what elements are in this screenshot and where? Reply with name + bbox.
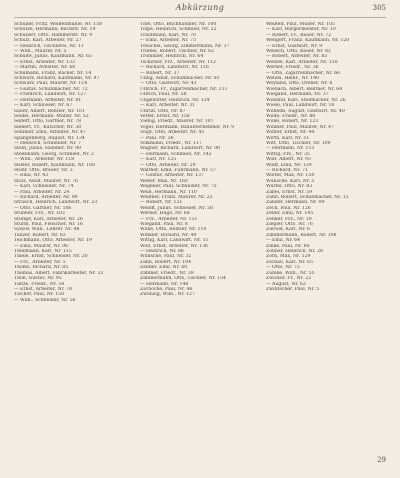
- directory-entry: — Hermann, Nr. 115: [266, 146, 315, 152]
- directory-entry: Winkler, Richard, Nr. 49: [140, 232, 197, 238]
- directory-entry: — Robert, Arbeiter, Nr. 83: [266, 54, 328, 60]
- directory-entry: Vetter, Ernst, Nr. 156: [140, 113, 190, 119]
- directory-entry: Schüller, Fritz, Weißenmühle, Nr. 158: [14, 22, 103, 27]
- directory-entry: Seifert, Otto, Gärtner, Nr. 78: [14, 119, 82, 125]
- column-2: [140, 22, 260, 454]
- directory-entry: Teichmann, Otto, Arbeiter, Nr. 19: [14, 238, 92, 244]
- directory-entry: Zander, Hermann, Nr. 90: [266, 200, 325, 206]
- directory-entry: Stein, Julius, Händler, Nr. 90: [14, 146, 81, 152]
- directory-entry: Wetzel, Heinr., Nr. 140: [266, 76, 320, 82]
- directory-entry: Vogel, Hermann, Bauunternehmer, Nr. 9: [140, 124, 235, 130]
- directory-entry: — Richard, Nr. 71: [266, 167, 308, 173]
- directory-entry: Zwicker, Fr., Nr. 22: [266, 276, 312, 282]
- directory-entry: — Otto, Zigarrenmacher, Nr. 66: [266, 70, 341, 76]
- directory-entry: — Hermann, Arbeiter, Nr. 81: [14, 97, 82, 103]
- directory-entry: Wiese, Paul, Landwirt, Nr. 18: [266, 103, 335, 109]
- directory-entry: Zschoche, Paul, Nr. 46: [140, 286, 193, 292]
- directory-entry: Wiegand, Paul, Nr. 8: [140, 222, 188, 228]
- directory-entry: Sauer, Albert, Rentier, Nr. 101: [14, 108, 85, 114]
- directory-entry: — Emil, Maurer, Nr. 96: [14, 243, 69, 249]
- directory-entry: Zech, Paul, Nr. 126: [266, 205, 311, 211]
- directory-entry: Weidner, Franz, Maurer, Nr. 23: [140, 195, 213, 200]
- directory-entry: — Robert, Nr. 37: [140, 70, 180, 76]
- directory-entry: Winkler, Paul, Maurer, Nr. 47: [266, 124, 335, 130]
- directory-entry: — Otto, Gärtner, Nr. 106: [14, 205, 72, 211]
- directory-entry: Wilde, Friedr., Nr. 88: [266, 113, 316, 119]
- directory-entry: — Otto, Nr. 73: [266, 265, 300, 271]
- directory-columns: [14, 22, 386, 454]
- directory-entry: Zöllner, Heinrich, Nr. 28: [266, 249, 323, 255]
- directory-entry: Stübner, Frz., Nr. 103: [14, 211, 65, 217]
- directory-entry: Unruh, Otto, Nr. 87: [140, 108, 186, 114]
- directory-entry: Stumpf, Karl, Arbeiter, Nr. 26: [14, 216, 83, 222]
- directory-entry: — Heinrich, Nr. 86: [140, 249, 184, 255]
- directory-entry: Wolf, Ernst, Arbeiter, Nr. 136: [140, 243, 208, 249]
- directory-entry: — Frz., Arbeiter, Nr. 131: [140, 216, 198, 222]
- directory-entry: Zwintscher, Paul, Nr. 5: [266, 286, 320, 292]
- directory-entry: Wittig, Frz., Nr. 35: [266, 151, 310, 157]
- directory-entry: Wiebach, Albert, Rentner, Nr. 64: [266, 86, 343, 92]
- directory-entry: Ziegler, Otto, Nr. 76: [266, 222, 313, 228]
- directory-entry: Werner, Friedr., Nr. 36: [266, 65, 319, 71]
- directory-entry: — Wilh., Maurer, Nr. 5: [14, 49, 67, 55]
- directory-entry: — Otto, Gastwirt, Nr. 41: [140, 81, 197, 87]
- directory-entry: Triebel, Robert, Tischler, Nr. 62: [140, 49, 215, 55]
- directory-entry: Wünsche, Paul, Nr. 32: [140, 254, 192, 260]
- directory-entry: Wirth, Karl, Nr. 51: [266, 135, 310, 141]
- directory-entry: Weyland, Otto, Dreher, Nr. 8: [266, 81, 333, 87]
- directory-entry: — Frz., Arbeiter, Nr. 1: [14, 259, 66, 265]
- directory-entry: Wittig, Karl, Landwirt, Nr. 11: [140, 238, 209, 244]
- directory-entry: Tölpe, Heinrich, Schmied, Nr. 22: [140, 27, 217, 33]
- directory-entry: — Heinrich, Tischlerei, Nr. 11: [14, 43, 84, 49]
- directory-entry: — Ernst, Gastwirt, Nr. 9: [266, 43, 323, 49]
- directory-entry: Theilmann, Karl, Nr. 115: [14, 249, 72, 255]
- directory-entry: Wolter, Max, Nr. 154: [266, 173, 315, 179]
- directory-entry: Weber, Max, Nr. 160: [140, 178, 188, 184]
- directory-entry: Zwanzig, Wilh., Nr. 127: [140, 292, 195, 298]
- directory-entry: Ulbrich, Fr., Zigarrenmacher, Nr. 111: [140, 86, 228, 92]
- directory-entry: — Gustav, Arbeiter, Nr. 137: [140, 173, 204, 179]
- directory-entry: Tietze, Friedr., Nr. 54: [14, 281, 65, 287]
- directory-entry: — Hermann, Nr. 148: [140, 281, 189, 287]
- directory-entry: — Paul, Arbeiter, Nr. 24: [14, 189, 70, 195]
- directory-entry: Schulte, Julius, Kaufmann, Nr. 65: [14, 54, 92, 60]
- directory-entry: — Ernst, Arbeiter, Nr. 78: [14, 286, 72, 292]
- directory-entry: — Gustav, Schuhmacher, Nr. 72: [14, 86, 88, 92]
- directory-entry: Weiß, Hermann, Nr. 110: [140, 189, 197, 195]
- directory-entry: Zühlke, Wilh., Nr. 55: [266, 270, 315, 276]
- directory-entry: Ullrich, Paul, Nr. 58: [140, 92, 187, 98]
- directory-entry: Titel, Otto, Buchhändler, Nr. 100: [140, 22, 217, 27]
- directory-entry: Wieland, Karl, Stellmacher, Nr. 26: [266, 97, 346, 103]
- running-head: Abkürzung: [175, 3, 225, 12]
- directory-entry: Seidel, Hermann, Müller, Nr. 52: [14, 113, 89, 119]
- directory-entry: Wolf, Albert, Nr. 93: [266, 157, 311, 163]
- directory-entry: — August, Nr. 63: [266, 281, 306, 287]
- directory-entry: Ungewitter, Heinrich, Nr. 124: [140, 97, 210, 103]
- directory-entry: Zimmer, Friedr., Nr. 39: [140, 270, 194, 276]
- directory-entry: Wünsche, Karl, Nr. 5: [266, 178, 315, 184]
- column-1: [14, 22, 134, 454]
- directory-entry: Zimmermann, Otto, Tischler, Nr. 154: [140, 276, 226, 282]
- directory-entry: Wendt, Julius, Schlosser, Nr. 50: [140, 205, 214, 211]
- directory-entry: Zinke, Paul, Nr. 80: [266, 243, 310, 249]
- directory-entry: Schwarz, Paul, Maurer, Nr. 114: [14, 81, 88, 87]
- directory-entry: — Emil, Nr. 64: [266, 238, 301, 244]
- directory-entry: Schumann, Franz, Bäcker, Nr. 14: [14, 70, 92, 76]
- page-number-top: 305: [372, 4, 386, 12]
- directory-entry: Wenzel, Karl, Arbeiter, Nr. 130: [266, 59, 338, 65]
- directory-entry: — Heinrich, Schneider, Nr. 7: [14, 140, 81, 146]
- directory-entry: Witt, Otto, Tischler, Nr. 109: [266, 140, 331, 146]
- directory-entry: Zahn, Robert, Schuhmacher, Nr. 15: [266, 195, 349, 200]
- directory-entry: — Robert, Nr. 121: [140, 200, 183, 206]
- header-rule: [14, 17, 386, 18]
- directory-entry: Wolff, Emil, Nr. 139: [266, 162, 312, 168]
- directory-entry: Wilke, Robert, Nr. 123: [266, 119, 319, 125]
- directory-entry: — Karl, Schneider, Nr. 74: [14, 184, 74, 190]
- directory-entry: Schulz, Karl, Arbeiter, Nr. 27: [14, 38, 82, 44]
- page-number-bottom: 29: [377, 456, 386, 464]
- directory-entry: Schubert, Otto, Hammerstr. Nr. 9: [14, 32, 93, 38]
- directory-entry: — Karl, Bürgermeister, Nr. 10: [266, 27, 336, 33]
- directory-entry: Treuchel, Georg, Zimmermann, Nr. 17: [140, 43, 230, 49]
- directory-entry: Winter, Ernst, Nr. 44: [266, 130, 315, 136]
- directory-entry: — Wilh., Schneider, Nr. 56: [14, 297, 76, 303]
- directory-entry: Steinmann, Georg, Schmied, Nr. 2: [14, 151, 94, 157]
- directory-entry: Schwarz, Richard, Kaufmann, Nr. 97: [14, 76, 100, 82]
- directory-entry: — Ernst, Arbeiter, Nr. 133: [14, 59, 75, 65]
- directory-entry: Thon, Gustav, Nr. 95: [14, 276, 62, 282]
- directory-entry: Trautmann, Karl, Nr. 70: [140, 32, 196, 38]
- directory-entry: Sommer, Emil, Arbeiter, Nr. 47: [14, 130, 86, 136]
- directory-entry: Trommler, Heinrich, Nr. 64: [140, 54, 204, 60]
- column-3: [266, 22, 386, 454]
- directory-entry: Viebig, Friedr., Maurer, Nr. 107: [140, 119, 214, 125]
- directory-entry: Weißelt, Paul, Müller, Nr. 105: [266, 22, 335, 27]
- directory-entry: Volkmann, Friedr., Nr. 117: [140, 140, 202, 146]
- directory-entry: — Richard, Arbeiter, Nr. 99: [14, 195, 78, 200]
- directory-entry: — Hermann, Schmied, Nr. 142: [140, 151, 212, 157]
- directory-entry: Zahn, Robert, Nr. 104: [140, 259, 192, 265]
- directory-entry: Sturm, Paul, Fleischer, Nr. 16: [14, 222, 83, 228]
- directory-entry: Zorn, Max, Nr. 129: [266, 254, 311, 260]
- directory-entry: — Karl, Schlosser, Nr. 67: [14, 103, 73, 109]
- directory-entry: Spangenberg, August, Nr. 134: [14, 135, 85, 141]
- directory-entry: — Friedrich, Landwirt, Nr. 127: [14, 92, 87, 98]
- directory-entry: Schütze, Hermann, Bachstr. Nr. 14: [14, 27, 96, 33]
- directory-entry: Würfel, Otto, Nr. 83: [266, 184, 313, 190]
- directory-entry: Tischer, Paul, Nr. 150: [14, 292, 65, 298]
- directory-entry: Wegener, Paul, Schneider, Nr. 75: [140, 184, 217, 190]
- directory-entry: Tänzer, Robert, Nr. 63: [14, 232, 66, 238]
- directory-entry: Zschau, Karl, Nr. 65: [266, 259, 313, 265]
- directory-entry: Wensch, Otto, Bauer, Nr. 82: [266, 49, 331, 55]
- directory-entry: Wilhelm, August, Gastwirt, Nr. 40: [266, 108, 345, 114]
- directory-entry: — Emil, Nr. 43: [14, 173, 49, 179]
- directory-entry: Zimmermann, Robert, Nr. 108: [266, 232, 337, 238]
- directory-entry: — Martin, Arbeiter, Nr. 60: [14, 65, 76, 71]
- directory-entry: — Robert, Fr., Bauer, Nr. 72: [266, 32, 332, 38]
- directory-entry: Tschirner, Frz., Arbeiter, Nr. 112: [140, 59, 216, 65]
- directory-entry: Werner, Hugo, Nr. 68: [140, 211, 190, 217]
- directory-entry: Zabel, Ernst, Nr. 59: [266, 189, 313, 195]
- directory-entry: — Wilh., Arbeiter, Nr. 118: [14, 157, 75, 163]
- directory-entry: — Emil, Arbeiter, Nr. 73: [140, 38, 196, 44]
- directory-entry: — Paul, Nr. 36: [140, 135, 174, 141]
- directory-entry: Thoms, Richard, Nr. 85: [14, 265, 69, 271]
- directory-entry: Wiegand, Hermann, Nr. 37: [266, 92, 329, 98]
- directory-entry: — Otto, Arbeiter, Nr. 29: [140, 162, 196, 168]
- directory-entry: Zeidler, Emil, Nr. 60: [140, 265, 188, 271]
- directory-entry: Uhlig, Adolf, Schuhmacher, Nr. 81: [140, 76, 220, 82]
- directory-entry: Wilke, Otto, Rentier, Nr. 119: [140, 227, 207, 233]
- directory-entry: Thiele, Ernst, Schneider, Nr. 20: [14, 254, 88, 260]
- directory-entry: Walther, Emil, Fuhrmann, Nr. 57: [140, 167, 216, 173]
- directory-entry: Stolz, Adolf, Maurer, Nr. 76: [14, 178, 78, 184]
- directory-entry: Zeller, Emil, Nr. 145: [266, 211, 314, 217]
- directory-entry: Zenker, Frz., Nr. 19: [266, 216, 312, 222]
- directory-entry: — Karl, Arbeiter, Nr. 31: [140, 103, 196, 109]
- directory-entry: Thomas, Albert, Fabrikarbeiter, Nr. 33: [14, 270, 104, 276]
- directory-entry: Sydow, Wilh., Lehrer, Nr. 48: [14, 227, 80, 233]
- directory-entry: Wagner, Richard, Landwirt, Nr. 90: [140, 146, 221, 152]
- directory-entry: Voigt, Otto, Arbeiter, Nr. 45: [140, 130, 205, 136]
- directory-entry: Wengert, Franz, Kaufmann, Nr. 120: [266, 38, 350, 44]
- directory-entry: Siebert, Fr., Kutscher, Nr. 38: [14, 124, 82, 130]
- directory-entry: — Karl, Nr. 125: [140, 157, 177, 163]
- directory-entry: Zierold, Karl, Nr. 6: [266, 227, 310, 233]
- directory-entry: Strauch, Heinrich, Landwirt, Nr. 23: [14, 200, 98, 206]
- directory-entry: — Richard, Landwirt, Nr. 116: [140, 65, 209, 71]
- directory-entry: Stöhr, Otto, Brauer, Nr. 3: [14, 167, 73, 173]
- directory-entry: Stieler, Robert, Kaufmann, Nr. 108: [14, 162, 95, 168]
